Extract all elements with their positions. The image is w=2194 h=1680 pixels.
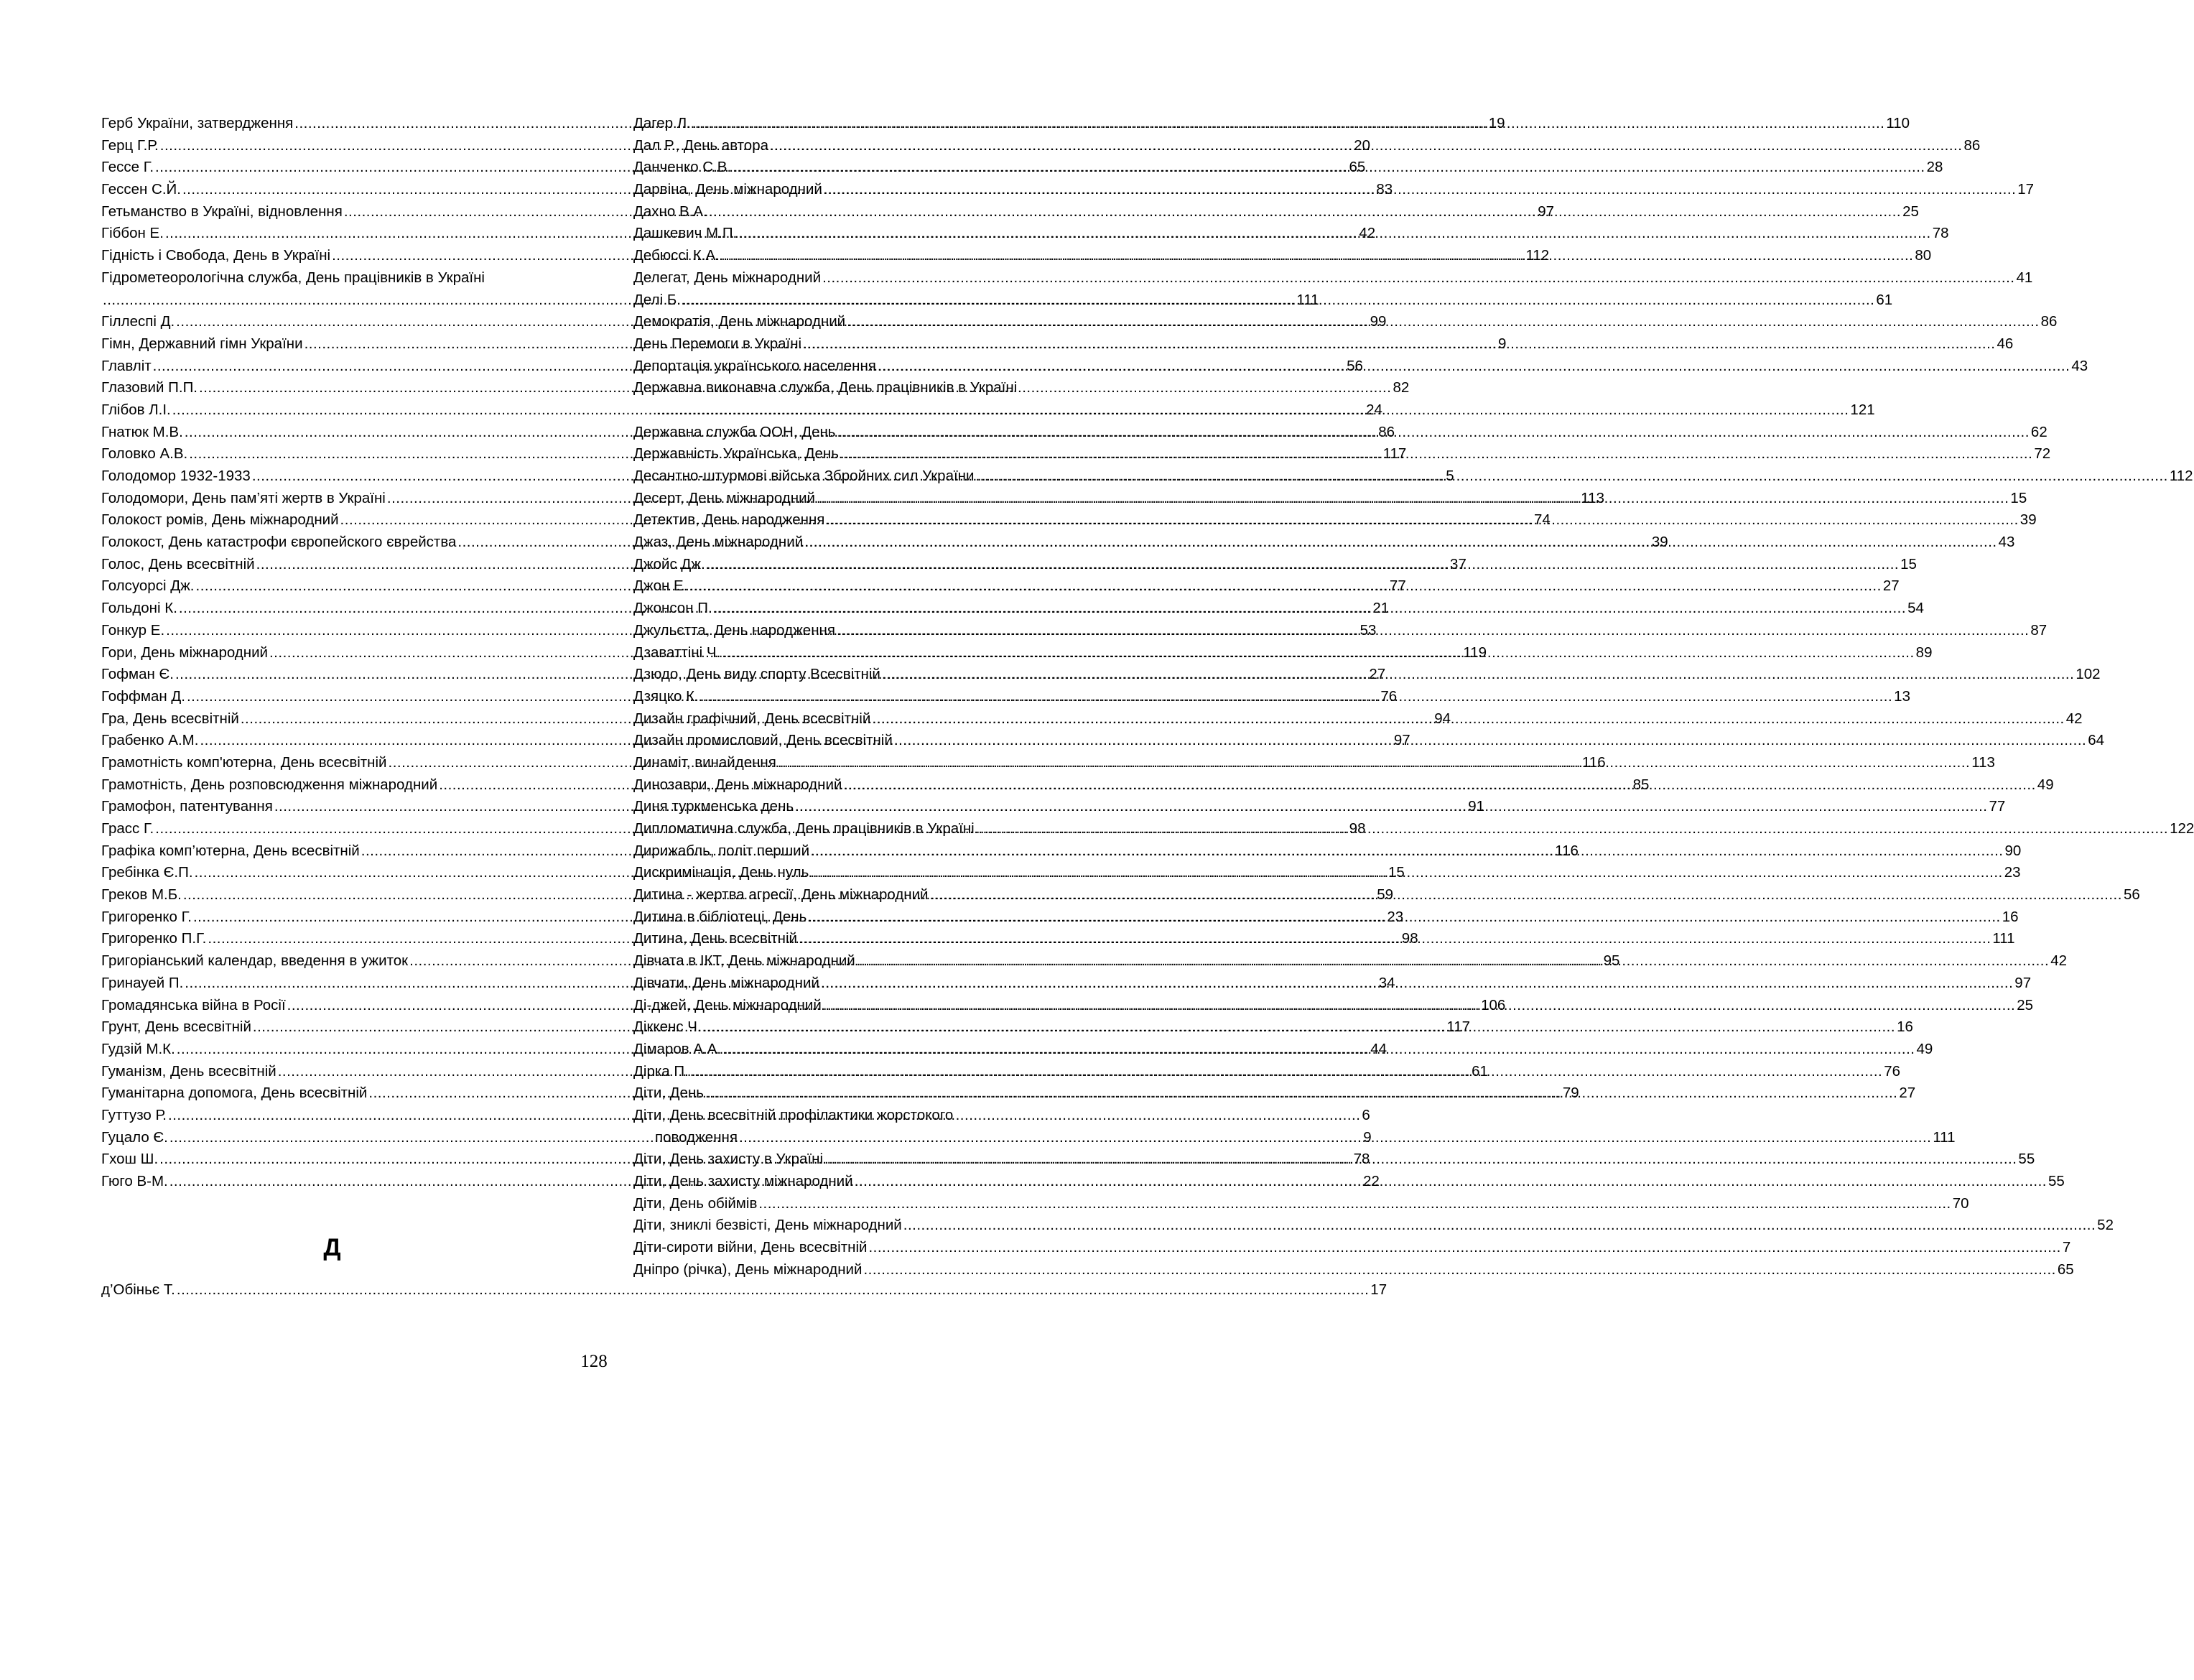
entry-label: Гофман Є. [101,666,174,683]
leader-dots [868,1237,2060,1259]
entry-page: 111 [1296,291,1319,308]
entry-page: 27 [1882,577,1900,595]
entry-page: 13 [1894,687,1910,705]
entry-label: Голсуорсі Дж. [101,577,195,595]
entry-label: Дагер Л. [633,115,691,131]
entry-label: Гхош Ш. [101,1151,159,1168]
leader-dots [714,598,1906,620]
entry-label: Дитина в бібліотеці, День [633,908,807,925]
entry-page: 82 [1393,379,1410,396]
entry-label: Джаз, День міжнародний [633,534,804,551]
entry-page: 77 [1389,577,1406,595]
entry-group [101,1279,1387,1301]
leader-dots [857,950,2049,973]
entry-page: 27 [1899,1085,1916,1102]
entry-label: Діти, День захисту міжнародний [633,1173,853,1189]
entry-label: Дискримінація, День нуль [633,864,809,881]
entry-label: Гуцало Є. [101,1128,168,1146]
entry-label: Григоріанський календар, введення в ужиток [101,952,409,970]
entry-page: 43 [2071,357,2088,374]
entry-page: 117 [1382,445,1407,463]
entry-page: 98 [1349,820,1366,837]
entry-page: 91 [1468,798,1485,815]
leader-dots [803,333,1995,356]
entry-label: Десерт, День міжнародний [633,489,815,506]
leader-dots [738,223,1930,245]
entry-label: Гессен С.Й. [101,181,181,198]
entry-label: Дзаваттіні Ч. [633,644,721,661]
entry-page: 55 [2048,1173,2065,1189]
entry-page: 119 [1463,644,1487,661]
entry-page: 113 [1971,753,1995,771]
entry-page: 110 [1886,115,1910,131]
entry-page: 117 [1446,1018,1471,1036]
entry-page: 7 [2062,1239,2071,1256]
leader-dots [700,686,1892,708]
entry-page: 102 [2076,666,2101,683]
entry-label: Дебюссі К.А. [633,247,720,264]
leader-dots [758,1193,1951,1215]
leader-dots [975,465,2167,488]
entry-page: 53 [1359,621,1377,639]
entry-page: 43 [1998,534,2015,551]
entry-continuation [633,1127,1956,1149]
page-number: 128 [580,1352,608,1371]
entry-label: Гонкур Е. [101,621,165,639]
entry-label: Гідність і Свобода, День в Україні [101,247,331,264]
entry-page: 6 [1362,1106,1370,1123]
entry-label: Грунт, День всесвітній [101,1018,251,1036]
entry-label: Грамотність, День розповсюдження міжнародний [101,776,438,793]
entry-label: Гіббон Е. [101,225,164,242]
entry-page: 76 [1380,687,1398,705]
leader-dots [722,642,1914,664]
entry-label: Джонсон П. [633,600,712,617]
entry-label: Динозаври, День міжнародний [633,776,842,793]
entry-page: 62 [2030,423,2047,440]
entry-page: 34 [1378,974,1395,991]
entry-label: Глібов Л.І. [101,401,171,418]
entry-page: 21 [1372,600,1390,617]
leader-dots [705,1082,1897,1105]
entry-page: 98 [1401,930,1418,947]
entry-page: 99 [1370,313,1387,330]
leader-dots [824,179,2016,201]
entry-page: 55 [2018,1151,2035,1168]
entry-page: 25 [1902,203,1919,220]
entry-page: 42 [2050,952,2067,970]
entry-page: 23 [2004,864,2021,881]
entry-page: 61 [1876,291,1893,308]
entry-page: 94 [1434,710,1451,727]
entry-label: Діти, День обіймів [633,1194,758,1212]
entry-label: Гессе Г. [101,159,154,176]
leader-dots [817,488,2009,510]
entry-label: Дніпро (річка), День міжнародний [633,1261,863,1278]
entry-page: 74 [1533,511,1551,529]
entry-label: Гюго В-М. [101,1173,168,1189]
leader-dots [739,1127,1931,1149]
leader-dots [903,1215,2096,1237]
entry-label: Делегат, День міжнародний [633,269,822,286]
entry-page: 70 [1952,1194,1969,1212]
entry-page: 61 [1472,1062,1488,1080]
entry-label: Голодомори, День пам’яті жертв в Україні [101,489,386,506]
entry-label: Демократія, День міжнародний [633,313,846,330]
entry-label: Джойс Дж. [633,555,705,572]
entry-page: 95 [1603,952,1620,970]
entry-label: Головко А.В. [101,445,188,463]
entry-page: 17 [1370,1281,1387,1298]
entry-page: 42 [2065,710,2083,727]
entry-label: Громадянська війна в Росії [101,996,286,1013]
leader-dots [795,796,1987,818]
leader-dots [733,157,1925,179]
entry-label: Дімаров А.А. [633,1040,722,1057]
entry-page: 116 [1581,753,1606,771]
entry-label: д’Обіньє Т. [101,1281,175,1298]
entry-label: Грамотність комп'ютерна, День всесвітній [101,753,387,771]
entry-label: Дзяцко К. [633,687,699,705]
entry-label: Десантно-штурмові війська Збройних сил України [633,468,975,484]
leader-dots [722,1039,1915,1061]
entry-page: 76 [1884,1062,1901,1080]
entry-label: Дівчата в ІКТ, День міжнародний [633,952,855,970]
entry-label: Греков М.Б. [101,886,182,904]
leader-dots [804,532,1997,554]
entry-page: 86 [2040,313,2058,330]
index-entry-wrapped [633,1105,1956,1148]
entry-page: 80 [1915,247,1932,264]
entry-label: Дахно В.А. [633,203,707,220]
entry-label: Диня туркменська день [633,798,794,815]
entry-label: Глазовий П.П. [101,379,198,396]
entry-label: Дирижабль, політ перший [633,842,810,859]
entry-page: 9 [1497,335,1507,352]
entry-page: 46 [1997,335,2014,352]
leader-dots [882,664,2074,686]
leader-dots [721,245,1913,267]
leader-dots [894,730,2086,752]
leader-dots [810,862,2002,884]
index-entry [633,1259,2074,1281]
entry-label: Гоффман Д. [101,687,185,705]
leader-dots [840,443,2032,465]
leader-dots [689,575,1881,598]
entry-page: 86 [1378,423,1395,440]
entry-label: Гринауей П. [101,974,184,991]
entry-label: Діти, День [633,1085,704,1102]
entry-label: Григоренко Г. [101,908,192,925]
entry-label: Гімн, Державний гімн України [101,335,303,352]
leader-dots [837,422,2030,444]
entry-page: 15 [1900,555,1917,572]
entry-label: Детектив, День народження [633,511,825,529]
entry-label: Дизайн графічний, День всесвітній [633,710,871,727]
entry-page: 111 [1933,1128,1956,1146]
entry-label: Дипломатична служба, День працівників в Україні [633,820,975,837]
index-entry [633,1215,2114,1237]
entry-page: 54 [1907,600,1924,617]
entry-page: 15 [1387,864,1405,881]
entry-page: 16 [2002,908,2019,925]
leader-dots [811,840,2003,863]
entry-label: Гуманізм, День всесвітній [101,1062,276,1080]
leader-dots [808,906,2000,929]
entry-page: 25 [2017,996,2034,1013]
entry-label: Державність Українська, День [633,445,839,463]
leader-dots [703,1016,1895,1039]
leader-dots [656,399,1849,422]
entry-label: Діти-сироти війни, День всесвітній [633,1239,868,1256]
leader-dots [822,267,2014,289]
entry-label: Гіллеспі Д. [101,313,175,330]
entry-label: Державна служба ООН, День [633,423,836,440]
entry-page: 9 [1363,1128,1372,1146]
entry-label: День Перемоги в Україні [633,335,802,352]
entry-page: 56 [2123,886,2140,904]
leader-dots [837,620,2029,642]
entry-page: 121 [1850,401,1875,418]
entry-label: Гребінка Є.П. [101,864,193,881]
entry-label: Григоренко П.Г. [101,930,207,947]
index-entry [633,465,2193,488]
entry-label: Гуттузо Р. [101,1106,167,1123]
entry-label: Діти, День захисту в Україні [633,1151,823,1168]
entry-label: Гудзій М.К. [101,1040,175,1057]
entry-page: 52 [2097,1217,2114,1234]
leader-dots [778,752,1970,774]
entry-page: 79 [1562,1085,1579,1102]
entry-page: 65 [1349,159,1366,176]
leader-dots [770,135,1962,157]
entry-label: Дашкевич М.П. [633,225,738,242]
entry-page: 116 [1555,842,1579,859]
entry-page: 89 [1915,644,1933,661]
entry-label: Депортація українського населення [633,357,876,374]
leader-dots [799,928,1991,950]
entry-label: Дитина, День всесвітній [633,930,797,947]
entry-label: Голокост, День катастрофи європейского єврейства [101,534,457,551]
entry-page: 44 [1370,1040,1387,1057]
entry-page: 97 [2014,974,2032,991]
entry-label: Гори, День міжнародний [101,644,268,661]
leader-dots [878,356,2070,378]
index-entry [633,1193,1969,1215]
leader-dots [707,554,1899,576]
entry-label: Герб України, затвердження [101,115,294,131]
entry-page: 39 [2019,511,2037,529]
entry-label: Голос, День всесвітній [101,555,255,572]
leader-dots [863,1259,2055,1281]
entry-page: 56 [1347,357,1363,374]
entry-page: 59 [1377,886,1394,904]
entry-label: Гуманітарна допомога, День всесвітній [101,1085,368,1102]
leader-dots [872,708,2064,730]
entry-page: 112 [1525,247,1550,264]
entry-label-continuation: поводження [655,1128,738,1146]
entry-page: 113 [1581,489,1604,506]
entry-page: 19 [1488,115,1505,131]
entry-page: 65 [2057,1261,2074,1278]
entry-page: 27 [1369,666,1386,683]
entry-page: 106 [1481,996,1506,1013]
entry-page: 17 [2017,181,2035,198]
entry-label: Делі Б. [633,291,681,308]
leader-dots [855,1171,2047,1193]
entry-label: Графіка комп’ютерна, День всесвітній [101,842,360,859]
entry-label: Дитина - жертва агресії, День міжнародний [633,886,929,904]
entry-page: 5 [1446,468,1454,484]
index-entry [101,399,1382,422]
entry-label: Державна виконавча служба, День працівників в Україні [633,379,1018,396]
entry-label: Грасс Г. [101,820,154,837]
entry-page: 41 [2016,269,2033,286]
leader-dots [930,884,2122,906]
entry-page: 42 [1359,225,1376,242]
entry-page: 22 [1363,1173,1380,1189]
leader-dots [709,201,1901,223]
entry-label: Гра, День всесвітній [101,710,239,727]
entry-label: Грабенко А.М. [101,732,199,749]
entry-page: 87 [2030,621,2047,639]
index-entry [101,1279,1387,1301]
entry-page: 49 [2037,776,2054,793]
entry-label: Дівчати, День міжнародний [633,974,819,991]
entry-label: Данченко С.В. [633,159,732,176]
entry-label: Гідрометеорологічна служба, День працівників в Україні [101,269,485,286]
entry-label: Гнатюк М.В. [101,423,183,440]
leader-dots [847,311,2039,333]
entry-label: Діккенс Ч. [633,1018,702,1036]
entry-label: Дірка П. [633,1062,689,1080]
index-entry [633,1237,2071,1259]
section-heading: Д [323,1233,341,1261]
entry-page: 86 [1963,136,1981,154]
entry-page: 24 [1366,401,1382,418]
leader-dots [682,289,1874,312]
leader-dots [976,818,2168,840]
entry-label: Динаміт, винайдення [633,753,776,771]
entry-page: 90 [2004,842,2022,859]
entry-label: Джон Е. [633,577,688,595]
entry-page: 49 [1916,1040,1933,1057]
entry-page: 77 [1989,798,2006,815]
entry-label: Ді-джей, День міжнародний [633,996,822,1013]
entry-label: Главліт [101,357,152,374]
entry-label: Гетьманство в Україні, відновлення [101,203,343,220]
leader-dots [692,113,1884,135]
entry-label: Дарвіна, День міжнародний [633,181,822,198]
leader-dots [690,1061,1882,1083]
entry-page: 85 [1632,776,1650,793]
entry-page: 112 [2169,468,2193,484]
entry-page: 97 [1393,732,1410,749]
entry-page: 78 [1932,225,1949,242]
entry-page: 23 [1387,908,1404,925]
leader-dots [823,995,2015,1017]
entry-page: 83 [1376,181,1393,198]
entry-page: 16 [1897,1018,1913,1036]
entry-page: 111 [1992,930,2015,947]
entry-label: Джульєтта, День народження [633,621,835,639]
entry-label: Голодомор 1932-1933 [101,468,251,484]
entry-label: Дал Р., День автора [633,136,769,154]
entry-label: Діти, зниклі безвісті, День міжнародний [633,1217,902,1234]
entry-page: 97 [1538,203,1555,220]
entry-page: 72 [2034,445,2051,463]
entry-page: 122 [2170,820,2194,837]
entry-label: Грамофон, патентування [101,798,273,815]
entry-label: Гольдоні К. [101,600,177,617]
entry-label: Герц Г.Р. [101,136,159,154]
entry-page: 64 [2088,732,2105,749]
entry-page: 37 [1450,555,1466,572]
leader-dots [824,1148,2017,1171]
index-entry [633,333,2014,356]
leader-dots [826,509,2018,532]
entry-page: 28 [1926,159,1943,176]
entry-page: 20 [1354,136,1370,154]
leader-dots [177,1279,1369,1301]
index-entry [633,267,2033,289]
entry-page: 15 [2010,489,2027,506]
entry-label: Голокост ромів, День міжнародний [101,511,339,529]
entry-label: Діти, День всесвітній профілактики жорстокого [633,1106,954,1123]
entry-page: 39 [1651,534,1668,551]
leader-dots [821,973,2013,995]
entry-label: Дизайн промисловий, День всесвітній [633,732,893,749]
leader-dots [843,774,2035,797]
entry-page: 78 [1353,1151,1370,1168]
entry-label: Дзюдо, День виду спорту Всесвітній [633,666,880,683]
